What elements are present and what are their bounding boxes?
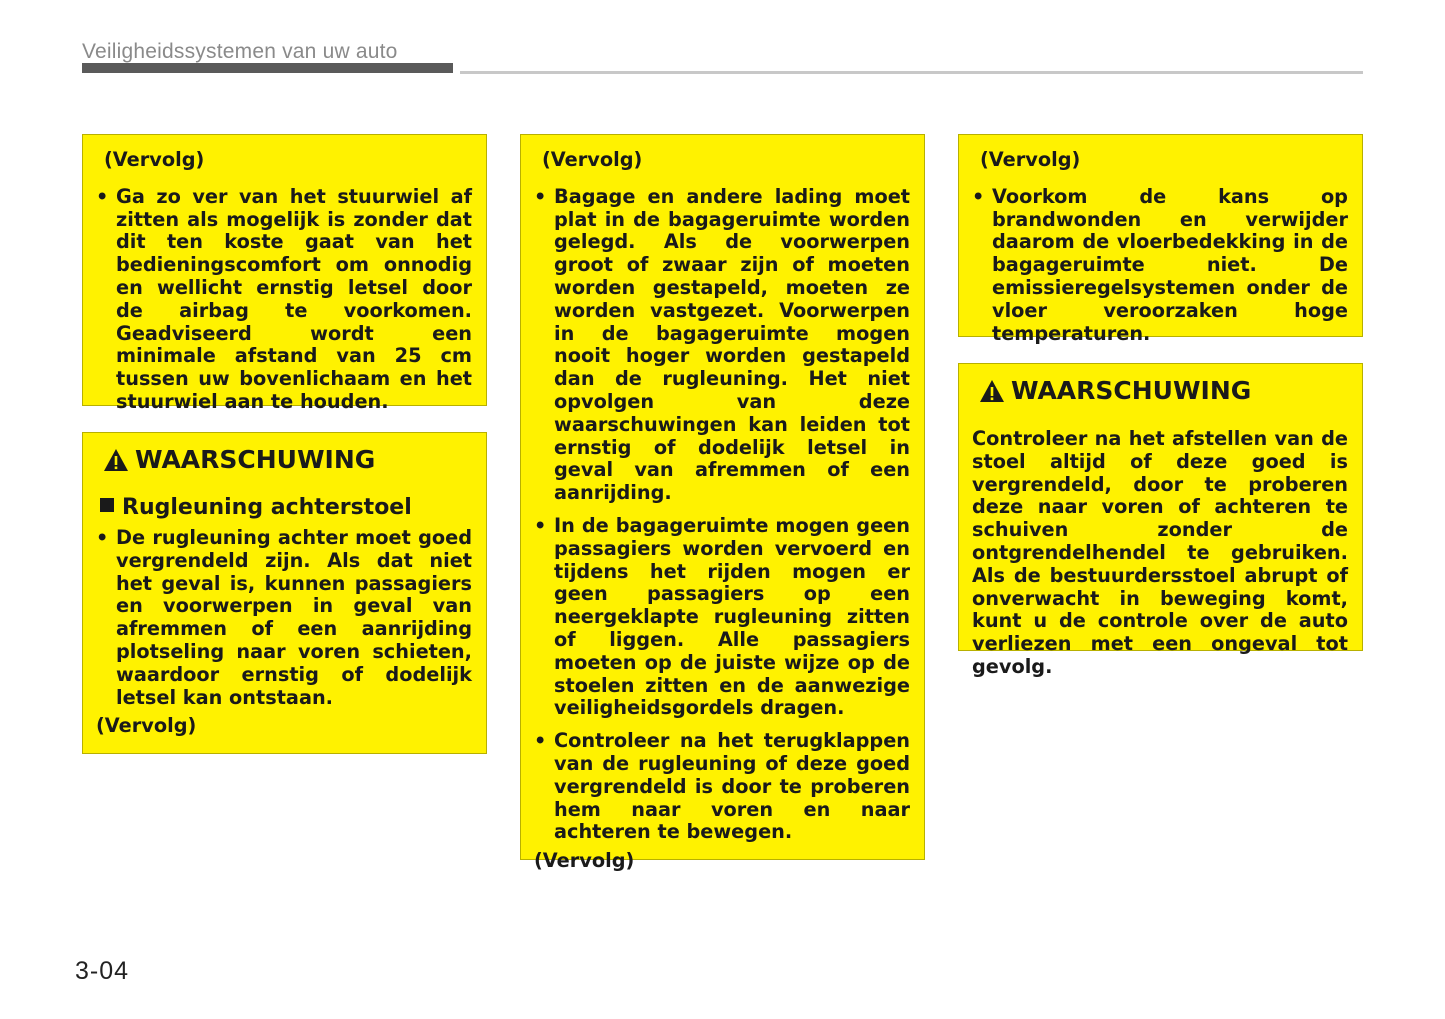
continued-label: (Vervolg) — [542, 148, 643, 171]
warning-title: WAARSCHUWING — [135, 445, 376, 474]
list-item-text: Bagage en andere lading moet plat in de bagageruimte worden gelegd. Als de voorwerpen groot of zwaar zijn of moeten worden gestapeld, moeten ze worden vastgezet. Voorwerpen in de bagageruimte mogen nooit hoger worden gestapeld dan de rugleuning. Het niet opvolgen van deze waarschuwingen kan leiden tot ernstig of dodelijk letsel in geval van afremmen of een aanrijding. — [554, 184, 910, 505]
bullet-dot-icon: • — [534, 513, 547, 537]
list-item — [534, 186, 910, 505]
bullet-dot-icon: • — [96, 184, 109, 208]
warning-heading — [103, 445, 472, 475]
continued-label: (Vervolg) — [96, 714, 197, 738]
header-divider-light — [460, 71, 1363, 74]
list-item — [534, 515, 910, 720]
caution-box-floor-covering — [958, 134, 1363, 345]
warning-triangle-icon — [103, 448, 129, 472]
list-item — [96, 527, 472, 709]
header-divider-dark — [82, 63, 453, 73]
bullet-dot-icon: • — [972, 184, 985, 208]
page-number: 3-04 — [75, 957, 130, 985]
subheading-text: Rugleuning achterstoel — [122, 495, 412, 520]
warning-box-rear-seatback — [82, 432, 487, 754]
list-item-text: Controleer na het terugklappen van de rugleuning of deze goed vergrendeld is door te proberen hem naar voren en naar achteren te bewegen. — [554, 729, 910, 844]
caution-box-luggage — [520, 134, 925, 873]
continued-label: (Vervolg) — [104, 148, 205, 171]
subheading — [100, 495, 472, 521]
list-item-text: Ga zo ver van het stuurwiel af zitten als mogelijk is zonder dat dit ten koste gaat van het bedieningscomfort om onnodig en wellicht ernstig letsel door de airbag te voorkomen. Geadviseerd wordt een minimale afstand van 25 cm tussen uw bovenlichaam en het stuurwiel aan te houden. — [116, 184, 472, 413]
bullet-dot-icon: • — [534, 729, 547, 753]
warning-title: WAARSCHUWING — [1011, 376, 1252, 405]
list-item — [972, 186, 1348, 346]
square-bullet-icon — [100, 498, 114, 512]
warning-heading — [979, 376, 1348, 406]
warning-triangle-icon — [979, 379, 1005, 403]
continued-label: (Vervolg) — [534, 849, 635, 873]
list-item-text: Voorkom de kans op brandwonden en verwijder daarom de vloerbedekking in de bagageruimte niet. De emissieregelsystemen onder de vloer veroorzaken hoge temperaturen. — [992, 184, 1348, 345]
list-item — [96, 186, 472, 414]
list-item-text: In de bagageruimte mogen geen passagiers worden vervoerd en tijdens het rijden mogen er geen passagiers op een neergeklapte rugleuning zitten of liggen. Alle passagiers moeten op de juiste wijze op de stoelen zitten en de aanwezige veiligheidsgordels dragen. — [554, 513, 910, 720]
list-item — [534, 730, 910, 844]
caution-box-seat-distance — [82, 134, 487, 413]
warning-body: Controleer na het afstellen van de stoel altijd of deze goed is vergrendeld, door te proberen deze naar voren of achteren te schuiven zonder de ontgrendelhendel te gebruiken. Als de bestuurdersstoel abrupt of onverwacht in beweging komt, kunt u de controle over de auto verliezen met een ongeval tot gevolg. — [972, 427, 1348, 678]
section-title: Veiligheidssystemen van uw auto — [82, 40, 398, 63]
list-item-text: De rugleuning achter moet goed vergrendeld zijn. Als dat niet het geval is, kunnen passagiers en voorwerpen in geval van afremmen of een aanrijding plotseling naar voren schieten, waardoor ernstig of dodelijk letsel kan ontstaan. — [116, 526, 472, 709]
bullet-dot-icon: • — [96, 526, 109, 549]
warning-box-seat-adjustment — [958, 363, 1363, 678]
continued-label: (Vervolg) — [980, 148, 1081, 171]
bullet-dot-icon: • — [534, 184, 547, 208]
